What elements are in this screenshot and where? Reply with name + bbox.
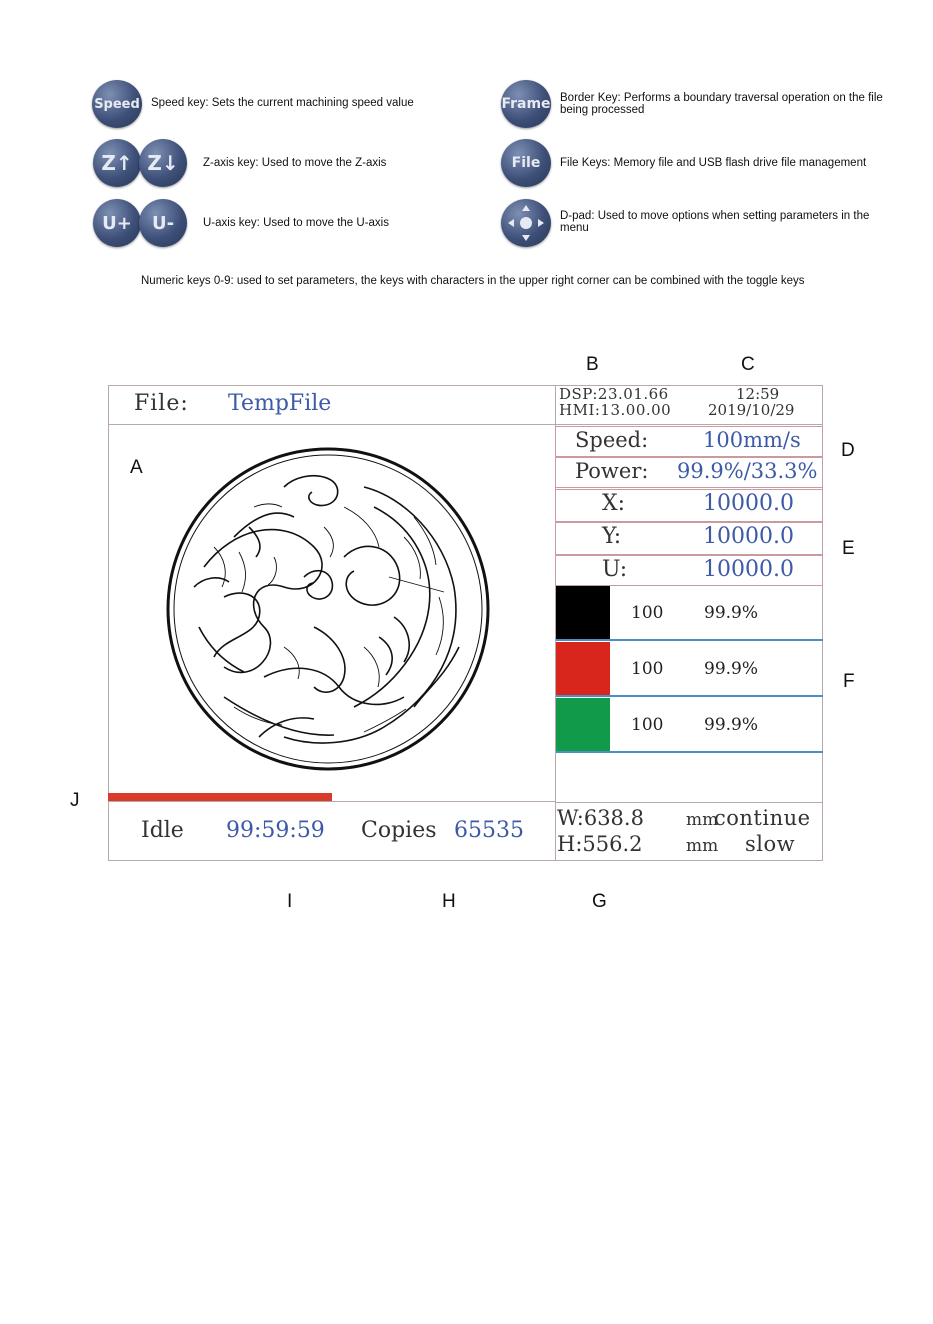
z-down-key-icon: Z↓ [139, 139, 187, 187]
y-label: Y: [602, 524, 622, 549]
power-label: Power: [575, 459, 649, 483]
callout-b: B [586, 354, 599, 375]
status-divider [555, 802, 823, 803]
clock-date: 2019/10/29 [708, 401, 795, 419]
x-value: 10000.0 [703, 491, 794, 516]
u-key-text: U-axis key: Used to move the U-axis [203, 217, 389, 229]
speed-key-icon: Speed [92, 80, 142, 128]
u-minus-key-icon: U- [139, 199, 187, 247]
frame-key-icon: Frame [501, 80, 551, 128]
height-value: H:556.2 [557, 832, 643, 856]
dpad-key-text: D-pad: Used to move options when setting parameters in the menu [560, 210, 870, 234]
callout-j: J [70, 790, 80, 811]
u-value: 10000.0 [703, 557, 794, 582]
callout-h: H [442, 891, 456, 912]
progress-track [108, 793, 555, 802]
y-value: 10000.0 [703, 524, 794, 549]
layer-color-swatch-1 [556, 586, 610, 639]
frame-key-text: Border Key: Performs a boundary traversal operation on the file being processed [560, 92, 883, 116]
layer-row-3[interactable] [556, 698, 823, 753]
mode-continue: continue [714, 806, 811, 830]
header-divider [108, 424, 823, 425]
file-name: TempFile [228, 391, 332, 416]
u-label: U: [602, 557, 628, 582]
layer-row-2[interactable] [556, 642, 823, 697]
file-key-text: File Keys: Memory file and USB flash drive file management [560, 157, 867, 169]
layer-row-1[interactable] [556, 586, 823, 641]
callout-i: I [287, 891, 293, 912]
numeric-keys-note: Numeric keys 0-9: used to set parameters, the keys with characters in the upper right corner can be combined with the toggle keys [141, 275, 805, 287]
callout-c: C [741, 354, 755, 375]
clock-time: 12:59 [736, 385, 780, 403]
engraving-preview-image [164, 447, 492, 771]
width-unit: mm [686, 810, 719, 830]
hmi-version: HMI:13.00.00 [559, 401, 672, 419]
callout-g: G [592, 891, 607, 912]
layer-speed-2: 100 [631, 659, 664, 679]
layer-power-1: 99.9% [704, 603, 759, 623]
x-label: X: [602, 491, 626, 516]
callout-a: A [130, 457, 143, 478]
height-unit: mm [686, 836, 719, 856]
z-up-key-icon: Z↑ [93, 139, 141, 187]
copies-value: 65535 [454, 818, 524, 843]
dpad-icon [501, 199, 551, 247]
progress-fill [108, 793, 332, 801]
layer-color-swatch-2 [556, 642, 610, 695]
layer-speed-1: 100 [631, 603, 664, 623]
header-divider-vertical [555, 385, 556, 424]
file-key-icon: File [501, 139, 551, 187]
layer-speed-3: 100 [631, 715, 664, 735]
file-label: File: [134, 391, 189, 416]
callout-d: D [841, 440, 855, 461]
layer-power-3: 99.9% [704, 715, 759, 735]
speed-label: Speed: [575, 428, 649, 452]
callout-e: E [842, 538, 855, 559]
copies-label: Copies [361, 818, 437, 843]
status-text: Idle [141, 818, 184, 843]
power-value: 99.9%/33.3% [677, 459, 818, 483]
dsp-version: DSP:23.01.66 [559, 385, 669, 403]
callout-f: F [843, 671, 855, 692]
u-plus-key-icon: U+ [93, 199, 141, 247]
layer-color-swatch-3 [556, 698, 610, 751]
elapsed-time: 99:59:59 [226, 818, 325, 843]
speed-key-text: Speed key: Sets the current machining speed value [151, 97, 414, 109]
z-key-text: Z-axis key: Used to move the Z-axis [203, 157, 387, 169]
width-value: W:638.8 [557, 806, 644, 830]
mode-slow: slow [745, 832, 796, 856]
speed-value: 100mm/s [703, 428, 801, 452]
layer-power-2: 99.9% [704, 659, 759, 679]
